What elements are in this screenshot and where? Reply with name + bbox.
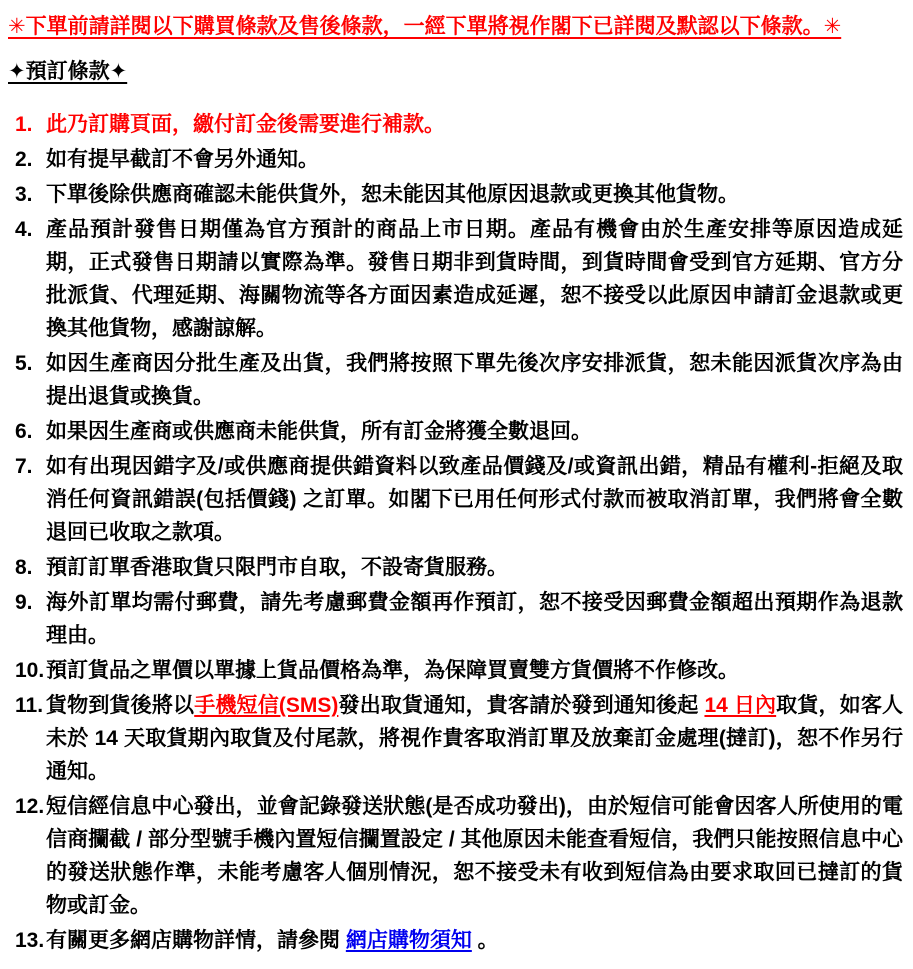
term-text: 發出取貨通知，貴客請於發到通知後起 [338,694,705,717]
term-item [8,551,903,584]
term-text: 產品預計發售日期僅為官方預計的商品上市日期。產品有機會由於生產安排等原因造成延期，正式發售日期請以實際為準。發售日期非到貨時間，到貨時間會受到官方延期、官方分批派貨、代理延期、海關物流等各方面因素造成延遲，恕不接受以此原因申請訂金退款或更換其他貨物，感謝諒解。 [46,218,903,340]
term-item [8,143,903,176]
term-text: 此乃訂購頁面，繳付訂金後需要進行補款。 [46,113,445,136]
purchase-notice-header: ✳下單前請詳閱以下購買條款及售後條款，一經下單將視作閣下已詳閱及默認以下條款。✳ [8,15,842,38]
term-number: 2. [15,148,33,171]
term-number: 3. [15,183,33,206]
term-number: 5. [15,352,33,375]
shop-guide-link[interactable]: 網店購物須知 [345,929,472,952]
term-number: 7. [15,455,33,478]
term-number: 10. [15,659,45,682]
term-text: 取貨，如客人未於 14 天取貨期內取貨及付尾款，將視作貴客取消訂單及放棄訂金處理(撻訂)，恕不作另行通知。 [46,694,904,783]
term-text: 如有出現因錯字及/或供應商提供錯資料以致產品價錢及/或資訊出錯，精品有權利-拒絕及取消任何資訊錯誤(包括價錢) 之訂單。如閣下已用任何形式付款而被取消訂單，我們將會全數退回已收取之款項。 [46,455,903,544]
term-item [8,586,903,652]
term-number: 13. [15,929,45,952]
term-item [8,213,903,345]
term-text: 預訂訂單香港取貨只限門市自取，不設寄貨服務。 [46,556,508,579]
term-text: 有關更多網店購物詳情，請參閱 [46,929,346,952]
term-text: 短信經信息中心發出，並會記錄發送狀態(是否成功發出)，由於短信可能會因客人所使用的電信商攔截 / 部分型號手機內置短信攔置設定 / 其他原因未能查看短信，我們只能按照信息中心的發送狀態作準，未能考慮客人個別情況，恕不接受未有收到短信為由要求取回已撻訂的貨物或訂金。 [46,795,903,917]
term-text: 預訂貨品之單價以單據上貨品價格為準，為保障買賣雙方貨價將不作修改。 [46,659,739,682]
preorder-terms-title: ✦預訂條款✦ [8,60,128,83]
terms-list [8,108,903,957]
term-item [8,450,903,549]
term-number: 4. [15,218,33,241]
term-text: 。 [471,929,499,952]
term-text: 貨物到貨後將以 [46,694,195,717]
term-number: 8. [15,556,33,579]
term-number: 1. [15,113,33,136]
term-text-highlight: 14 日內 [704,694,777,717]
term-item [8,689,903,788]
term-item [8,347,903,413]
term-text: 如有提早截訂不會另外通知。 [46,148,319,171]
term-item [8,178,903,211]
term-text: 下單後除供應商確認未能供貨外，恕未能因其他原因退款或更換其他貨物。 [46,183,739,206]
term-item [8,924,903,957]
term-number: 11. [15,694,44,717]
term-text: 海外訂單均需付郵費，請先考慮郵費金額再作預訂，恕不接受因郵費金額超出預期作為退款理由。 [46,591,903,647]
term-number: 9. [15,591,33,614]
term-text-highlight: 手機短信(SMS) [194,694,339,717]
term-number: 12. [15,795,45,818]
term-number: 6. [15,420,33,443]
term-text: 如果因生產商或供應商未能供貨，所有訂金將獲全數退回。 [46,420,592,443]
term-item [8,108,903,141]
term-item [8,654,903,687]
term-item [8,415,903,448]
term-text: 如因生產商因分批生產及出貨，我們將按照下單先後次序安排派貨，恕未能因派貨次序為由提出退貨或換貨。 [46,352,903,408]
term-item [8,790,903,922]
